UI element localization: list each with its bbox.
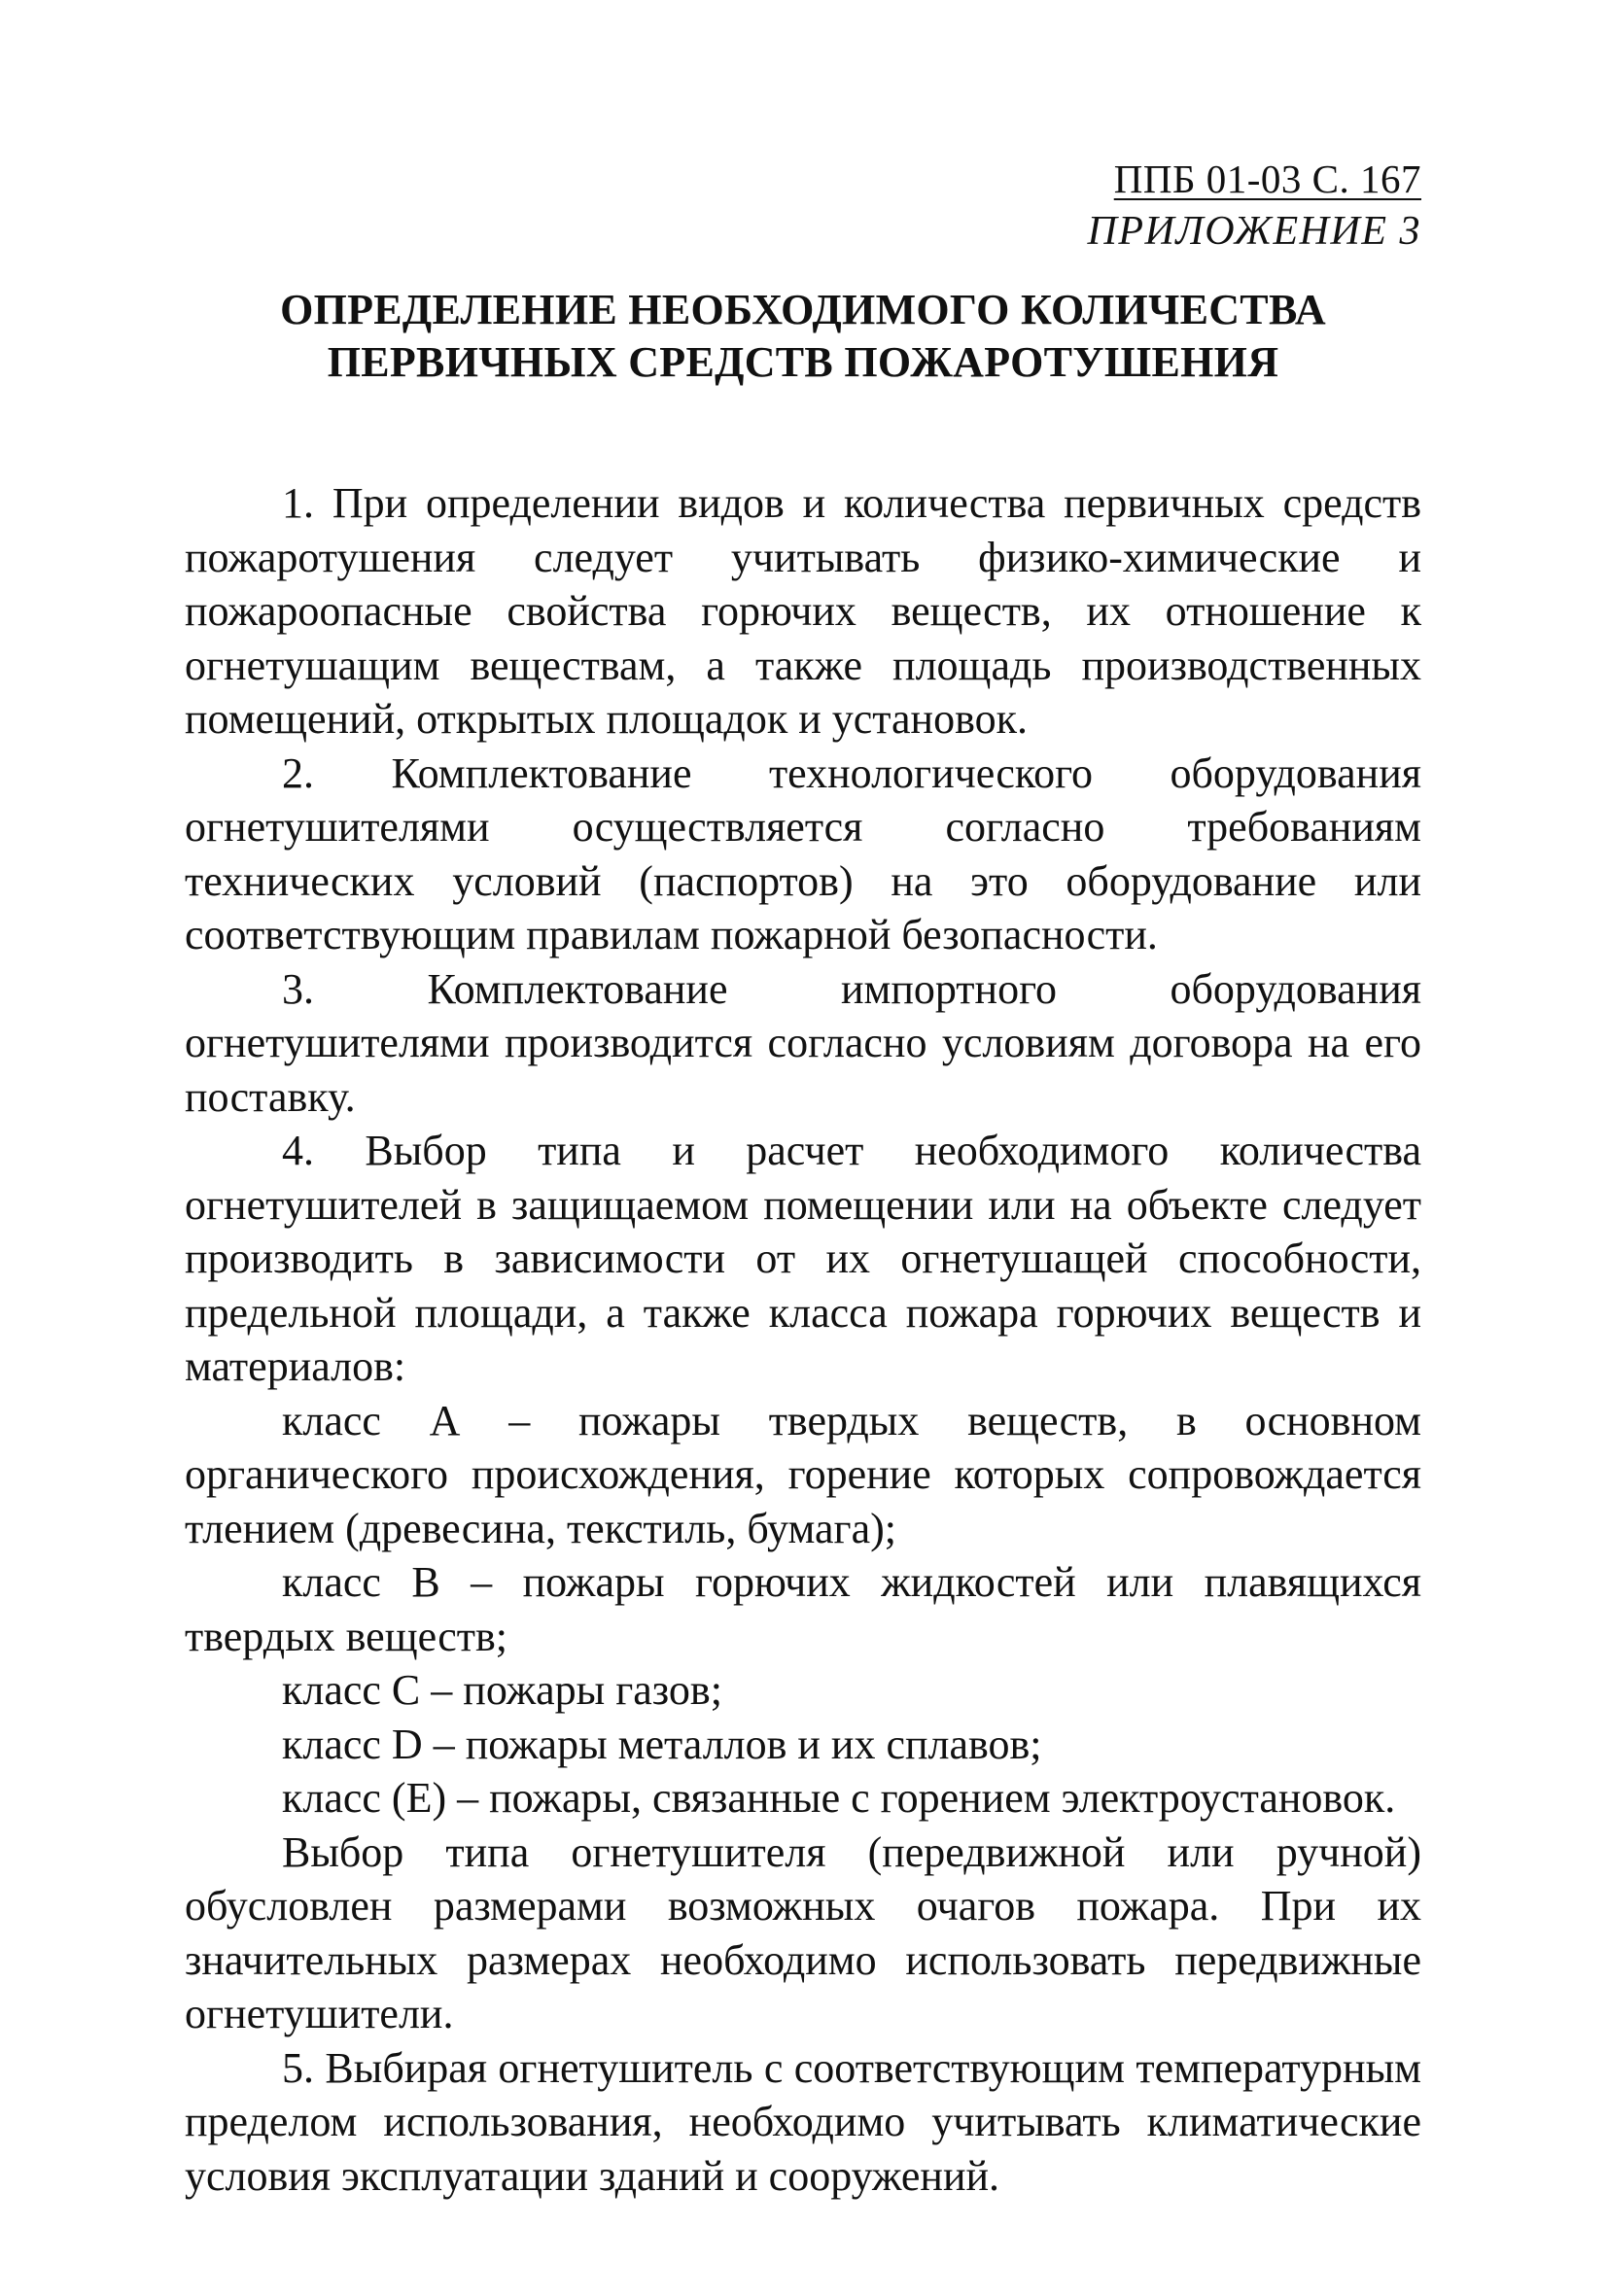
- paragraph-extinguisher-choice: Выбор типа огнетушителя (передвижной или ручной) обусловлен размерами возможных очагов пожара. При их значительных размерах необходимо использовать передвижные огнетушители.: [185, 1827, 1421, 2037]
- paragraph-4: 4. Выбор типа и расчет необходимого количества огнетушителей в защищаемом помещении или на объекте следует производить в зависимости от их огнетушащей способности, предельной площади, а также класса пожара горючих веществ и материалов:: [185, 1127, 1421, 1390]
- fire-class-c: класс С – пожары газов;: [282, 1666, 722, 1714]
- fire-class-e: класс (Е) – пожары, связанные с горением электроустановок.: [282, 1774, 1396, 1822]
- paragraph-5: 5. Выбирая огнетушитель с соответствующим температурным пределом использования, необходимо учитывать климатические условия эксплуатации зданий и сооружений.: [185, 2043, 1421, 2200]
- page-title: [185, 284, 1421, 389]
- fire-class-d: класс D – пожары металлов и их сплавов;: [282, 1720, 1042, 1768]
- appendix-label: ПРИЛОЖЕНИЕ 3: [1087, 209, 1421, 254]
- paragraph-3: 3. Комплектование импортного оборудования огнетушителями производится согласно условиям договора на его поставку.: [185, 964, 1421, 1121]
- title-line-1: ОПРЕДЕЛЕНИЕ НЕОБХОДИМОГО КОЛИЧЕСТВА: [280, 286, 1326, 333]
- document-body: [185, 476, 1421, 2203]
- fire-class-b: класс В – пожары горючих жидкостей или плавящихся твердых веществ;: [185, 1558, 1421, 1660]
- document-reference: ППБ 01-03 С. 167: [1113, 157, 1421, 201]
- fire-class-a: класс А – пожары твердых веществ, в основном органического происхождения, горение которых сопровождается тлением (древесина, текстиль, бумага);: [185, 1396, 1421, 1552]
- paragraph-2: 2. Комплектование технологического оборудования огнетушителями осуществляется согласно требованиям технических условий (паспортов) на это оборудование или соответствующим правилам пожарной безопасности.: [185, 748, 1421, 958]
- paragraph-1: 1. При определении видов и количества первичных средств пожаротушения следует учитывать физико-химические и пожароопасные свойства горючих веществ, их отношение к огнетушащим веществам, а также площадь производственных помещений, открытых площадок и установок.: [185, 479, 1421, 743]
- title-line-2: ПЕРВИЧНЫХ СРЕДСТВ ПОЖАРОТУШЕНИЯ: [327, 338, 1279, 386]
